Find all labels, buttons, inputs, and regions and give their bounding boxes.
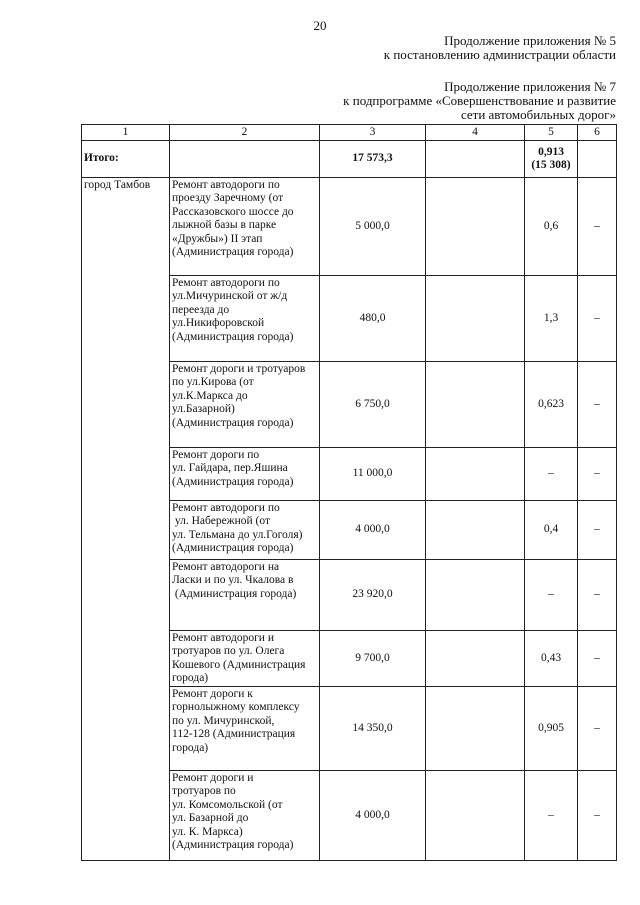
description-cell bbox=[170, 501, 320, 560]
total-empty-cell bbox=[170, 141, 320, 178]
empty-cell bbox=[426, 276, 525, 362]
description-line: ул.Никифоровской bbox=[172, 317, 265, 330]
description-line: Рассказовского шоссе до bbox=[172, 205, 294, 218]
city-cell: город Тамбов bbox=[82, 178, 170, 861]
column-6-cell: – bbox=[578, 276, 617, 362]
annex-5-line-2: к постановлению администрации области bbox=[383, 47, 616, 62]
page-number: 20 bbox=[313, 18, 327, 33]
annex-7-line-2: к подпрограмме «Совершенствование и развитие bbox=[343, 93, 616, 108]
description-line: Ремонт автодороги и bbox=[172, 632, 274, 644]
column-6-cell: – bbox=[578, 448, 617, 501]
sum-cell: 480,0 bbox=[320, 276, 426, 362]
description-line: ул. К. Маркса) bbox=[172, 825, 243, 838]
sum-cell: 14 350,0 bbox=[320, 687, 426, 771]
description-line: (Администрация города) bbox=[172, 330, 294, 343]
description-line: города) bbox=[172, 741, 209, 754]
description-cell bbox=[170, 178, 320, 276]
description-line: Кошевого (Администрация bbox=[172, 658, 306, 671]
empty-cell bbox=[426, 560, 525, 631]
description-cell bbox=[170, 560, 320, 631]
header-cell: 1 bbox=[82, 125, 170, 141]
description-line: проезду Заречному (от bbox=[172, 192, 284, 205]
empty-cell bbox=[426, 771, 525, 861]
total-empty-cell bbox=[578, 141, 617, 178]
total-sum: 17 573,3 bbox=[320, 141, 426, 178]
length-cell: 0,623 bbox=[525, 362, 578, 448]
description-cell bbox=[170, 771, 320, 861]
length-cell: 0,6 bbox=[525, 178, 578, 276]
description-line: ул. Набережной (от bbox=[172, 515, 271, 528]
description-line: ул. Гайдара, пер.Яшина bbox=[172, 462, 288, 475]
description-line: ул.К.Маркса до bbox=[172, 389, 248, 402]
description-line: по ул.Кирова (от bbox=[172, 376, 254, 389]
description-line: Ремонт автодороги по bbox=[172, 179, 280, 191]
length-cell: 1,3 bbox=[525, 276, 578, 362]
description-line: ул.Мичуринской от ж/д bbox=[172, 290, 288, 303]
sum-cell: 5 000,0 bbox=[320, 178, 426, 276]
description-line: ул. Базарной до bbox=[172, 812, 249, 825]
total-row bbox=[82, 141, 617, 178]
description-line: (Администрация города) bbox=[172, 839, 294, 852]
length-cell: 0,4 bbox=[525, 501, 578, 560]
sum-cell: 11 000,0 bbox=[320, 448, 426, 501]
description-line: горнолыжному комплексу bbox=[172, 701, 300, 714]
description-line: Ремонт дороги к bbox=[172, 688, 253, 700]
column-6-cell: – bbox=[578, 631, 617, 687]
description-line: ул.Базарной) bbox=[172, 403, 235, 416]
length-cell: – bbox=[525, 771, 578, 861]
empty-cell bbox=[426, 631, 525, 687]
description-cell bbox=[170, 448, 320, 501]
description-line: лыжной базы в парке bbox=[172, 219, 277, 232]
length-cell: – bbox=[525, 448, 578, 501]
annex-5-heading bbox=[384, 34, 616, 62]
header-cell: 6 bbox=[578, 125, 617, 141]
sum-cell: 23 920,0 bbox=[320, 560, 426, 631]
sum-cell: 6 750,0 bbox=[320, 362, 426, 448]
header-cell: 3 bbox=[320, 125, 426, 141]
description-line: Ремонт автодороги по bbox=[172, 277, 280, 289]
description-line: (Администрация города) bbox=[172, 542, 294, 555]
description-line: (Администрация города) bbox=[172, 475, 294, 488]
total-empty-cell bbox=[426, 141, 525, 178]
total-m2: (15 308) bbox=[531, 159, 571, 171]
sum-cell: 4 000,0 bbox=[320, 771, 426, 861]
annex-7-line-3: сети автомобильных дорог» bbox=[460, 107, 616, 122]
header-row bbox=[82, 125, 617, 141]
length-cell: 0,905 bbox=[525, 687, 578, 771]
empty-cell bbox=[426, 362, 525, 448]
header-cell: 5 bbox=[525, 125, 578, 141]
description-line: (Администрация города) bbox=[172, 416, 294, 429]
description-line: тротуаров по bbox=[172, 785, 236, 798]
description-line: города) bbox=[172, 672, 209, 685]
description-line: 112-128 (Администрация bbox=[172, 728, 296, 741]
column-6-cell: – bbox=[578, 687, 617, 771]
description-line: Ласки и по ул. Чкалова в bbox=[172, 574, 294, 587]
description-line: Ремонт дороги по bbox=[172, 449, 260, 461]
sum-cell: 4 000,0 bbox=[320, 501, 426, 560]
description-line: по ул. Мичуринской, bbox=[172, 714, 275, 727]
description-line: (Администрация города) bbox=[172, 246, 294, 259]
total-length-cell bbox=[525, 141, 578, 178]
description-line: Ремонт дороги и bbox=[172, 772, 254, 784]
header-cell: 2 bbox=[170, 125, 320, 141]
sum-cell: 9 700,0 bbox=[320, 631, 426, 687]
description-line: ул. Комсомольской (от bbox=[172, 798, 283, 811]
column-6-cell: – bbox=[578, 501, 617, 560]
description-cell bbox=[170, 631, 320, 687]
annex-7-line-1: Продолжение приложения № 7 bbox=[444, 79, 616, 94]
total-km: 0,913 bbox=[538, 145, 564, 158]
description-line: «Дружбы») II этап bbox=[172, 232, 263, 245]
empty-cell bbox=[426, 448, 525, 501]
description-line: тротуаров по ул. Олега bbox=[172, 645, 285, 658]
empty-cell bbox=[426, 501, 525, 560]
description-cell bbox=[170, 276, 320, 362]
column-6-cell: – bbox=[578, 178, 617, 276]
table-row bbox=[82, 178, 617, 276]
column-6-cell: – bbox=[578, 771, 617, 861]
description-line: Ремонт автодороги на bbox=[172, 561, 280, 573]
description-cell bbox=[170, 687, 320, 771]
annex-7-heading bbox=[343, 80, 616, 122]
length-cell: 0,43 bbox=[525, 631, 578, 687]
description-line: Ремонт автодороги по bbox=[172, 502, 280, 514]
roads-table bbox=[81, 124, 617, 861]
total-label: Итого: bbox=[82, 141, 170, 178]
empty-cell bbox=[426, 687, 525, 771]
length-cell: – bbox=[525, 560, 578, 631]
header-cell: 4 bbox=[426, 125, 525, 141]
annex-5-line-1: Продолжение приложения № 5 bbox=[444, 33, 616, 48]
column-6-cell: – bbox=[578, 560, 617, 631]
description-cell bbox=[170, 362, 320, 448]
description-line: ул. Тельмана до ул.Гоголя) bbox=[172, 528, 303, 541]
empty-cell bbox=[426, 178, 525, 276]
column-6-cell: – bbox=[578, 362, 617, 448]
description-line: (Администрация города) bbox=[172, 587, 297, 600]
description-line: переезда до bbox=[172, 303, 230, 316]
description-line: Ремонт дороги и тротуаров bbox=[172, 363, 306, 375]
